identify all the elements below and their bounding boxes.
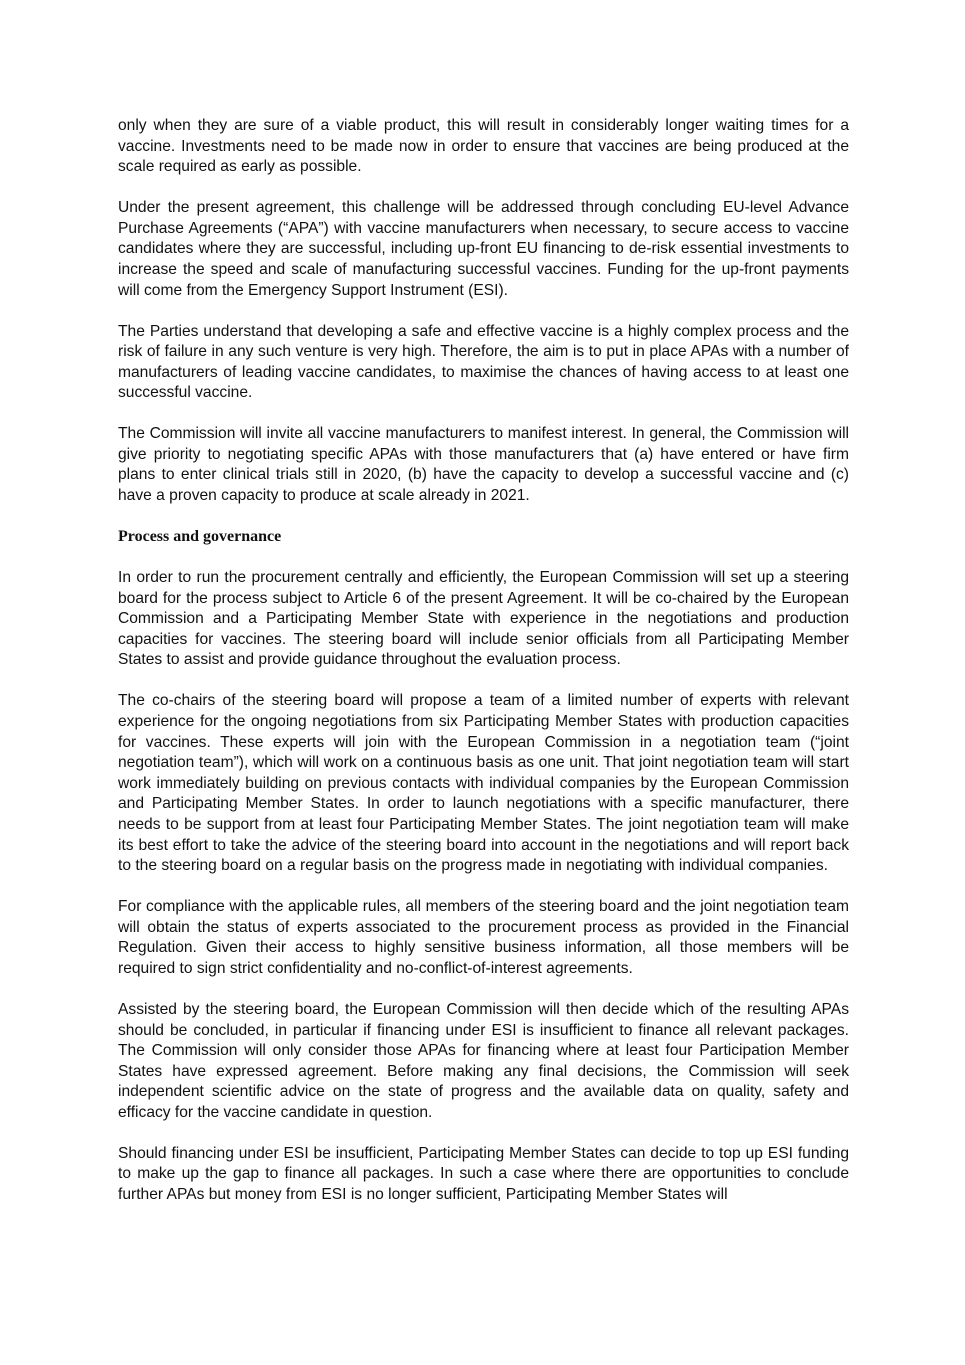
paragraph-risk-of-failure: The Parties understand that developing a safe and effective vaccine is a highly complex process and the risk of failure in any such venture is very high. Therefore, the aim is to put in place APAs with a number of manufacturers of leading vaccine candidates, to maximise the chances of having access to at least one successful vaccine. xyxy=(118,322,849,402)
paragraph-commission-priority: The Commission will invite all vaccine manufacturers to manifest interest. In general, the Commission will give priority to negotiating specific APAs with those manufacturers that (a) have entered or have firm plans to enter clinical trials still in 2020, (b) have the capacity to develop a successful vaccine and (c) have a proven capacity to produce at scale already in 2021. xyxy=(118,425,849,505)
paragraph-advance-purchase-agreements: Under the present agreement, this challenge will be addressed through concluding EU-level Advance Purchase Agreements (“APA”) with vaccine manufacturers when necessary, to secure access to vaccine candidates where they are successful, including up-front EU financing to de-risk essential investments to increase the speed and scale of manufacturing successful vaccines. Funding for the up-front payments will come from the Emergency Support Instrument (ESI). xyxy=(118,199,849,299)
paragraph-commission-decision: Assisted by the steering board, the European Commission will then decide which of the resulting APAs should be concluded, in particular if financing under ESI is insufficient to finance all relevant packages. The Commission will only consider those APAs for financing where at least four Participation Member States have expressed agreement. Before making any final decisions, the Commission will seek independent scientific advice on the state of progress and the available data on quality, safety and efficacy for the vaccine candidate in question. xyxy=(118,1000,849,1121)
paragraph-steering-board: In order to run the procurement centrally and efficiently, the European Commission will set up a steering board for the process subject to Article 6 of the present Agreement. It will be co-chaired by the European Commission and a Participating Member State with experience in the negotiations and production capacities for vaccines. The steering board will include senior officials from all Participating Member States to assist and provide guidance throughout the evaluation process. xyxy=(118,569,849,669)
paragraph-compliance: For compliance with the applicable rules, all members of the steering board and the joint negotiation team will obtain the status of experts associated to the procurement process as provided in the Financial Regulation. Given their access to highly sensitive business information, all those members will be required to sign strict confidentiality and no-conflict-of-interest agreements. xyxy=(118,898,849,977)
paragraph-vaccine-waiting-times: only when they are sure of a viable product, this will result in considerably longer waiting times for a vaccine. Investments need to be made now in order to ensure that vaccines are being produced at the scale required as early as possible. xyxy=(118,117,849,176)
paragraph-joint-negotiation-team: The co-chairs of the steering board will propose a team of a limited number of experts with relevant experience for the ongoing negotiations from six Participating Member States with production capacities for vaccines. These experts will join with the European Commission in a negotiation team (“joint negotiation team”), which will work on a continuous basis as one unit. That joint negotiation team will start work immediately building on previous contacts with individual companies by the European Commission and Participating Member States. In order to launch negotiations with a specific manufacturer, there needs to be support from at least four Participating Member States. The joint negotiation team will make its best effort to take the advice of the steering board into account in the negotiations and will report back to the steering board on a regular basis on the progress made in negotiating with individual companies. xyxy=(118,692,849,875)
section-heading-process-governance: Process and governance xyxy=(118,528,282,546)
document-page xyxy=(118,116,849,1226)
paragraph-esi-top-up: Should financing under ESI be insufficient, Participating Member States can decide to top up ESI funding to make up the gap to finance all packages. In such a case where there are opportunities to conclude further APAs but money from ESI is no longer sufficient, Participating Member States will xyxy=(118,1144,849,1204)
